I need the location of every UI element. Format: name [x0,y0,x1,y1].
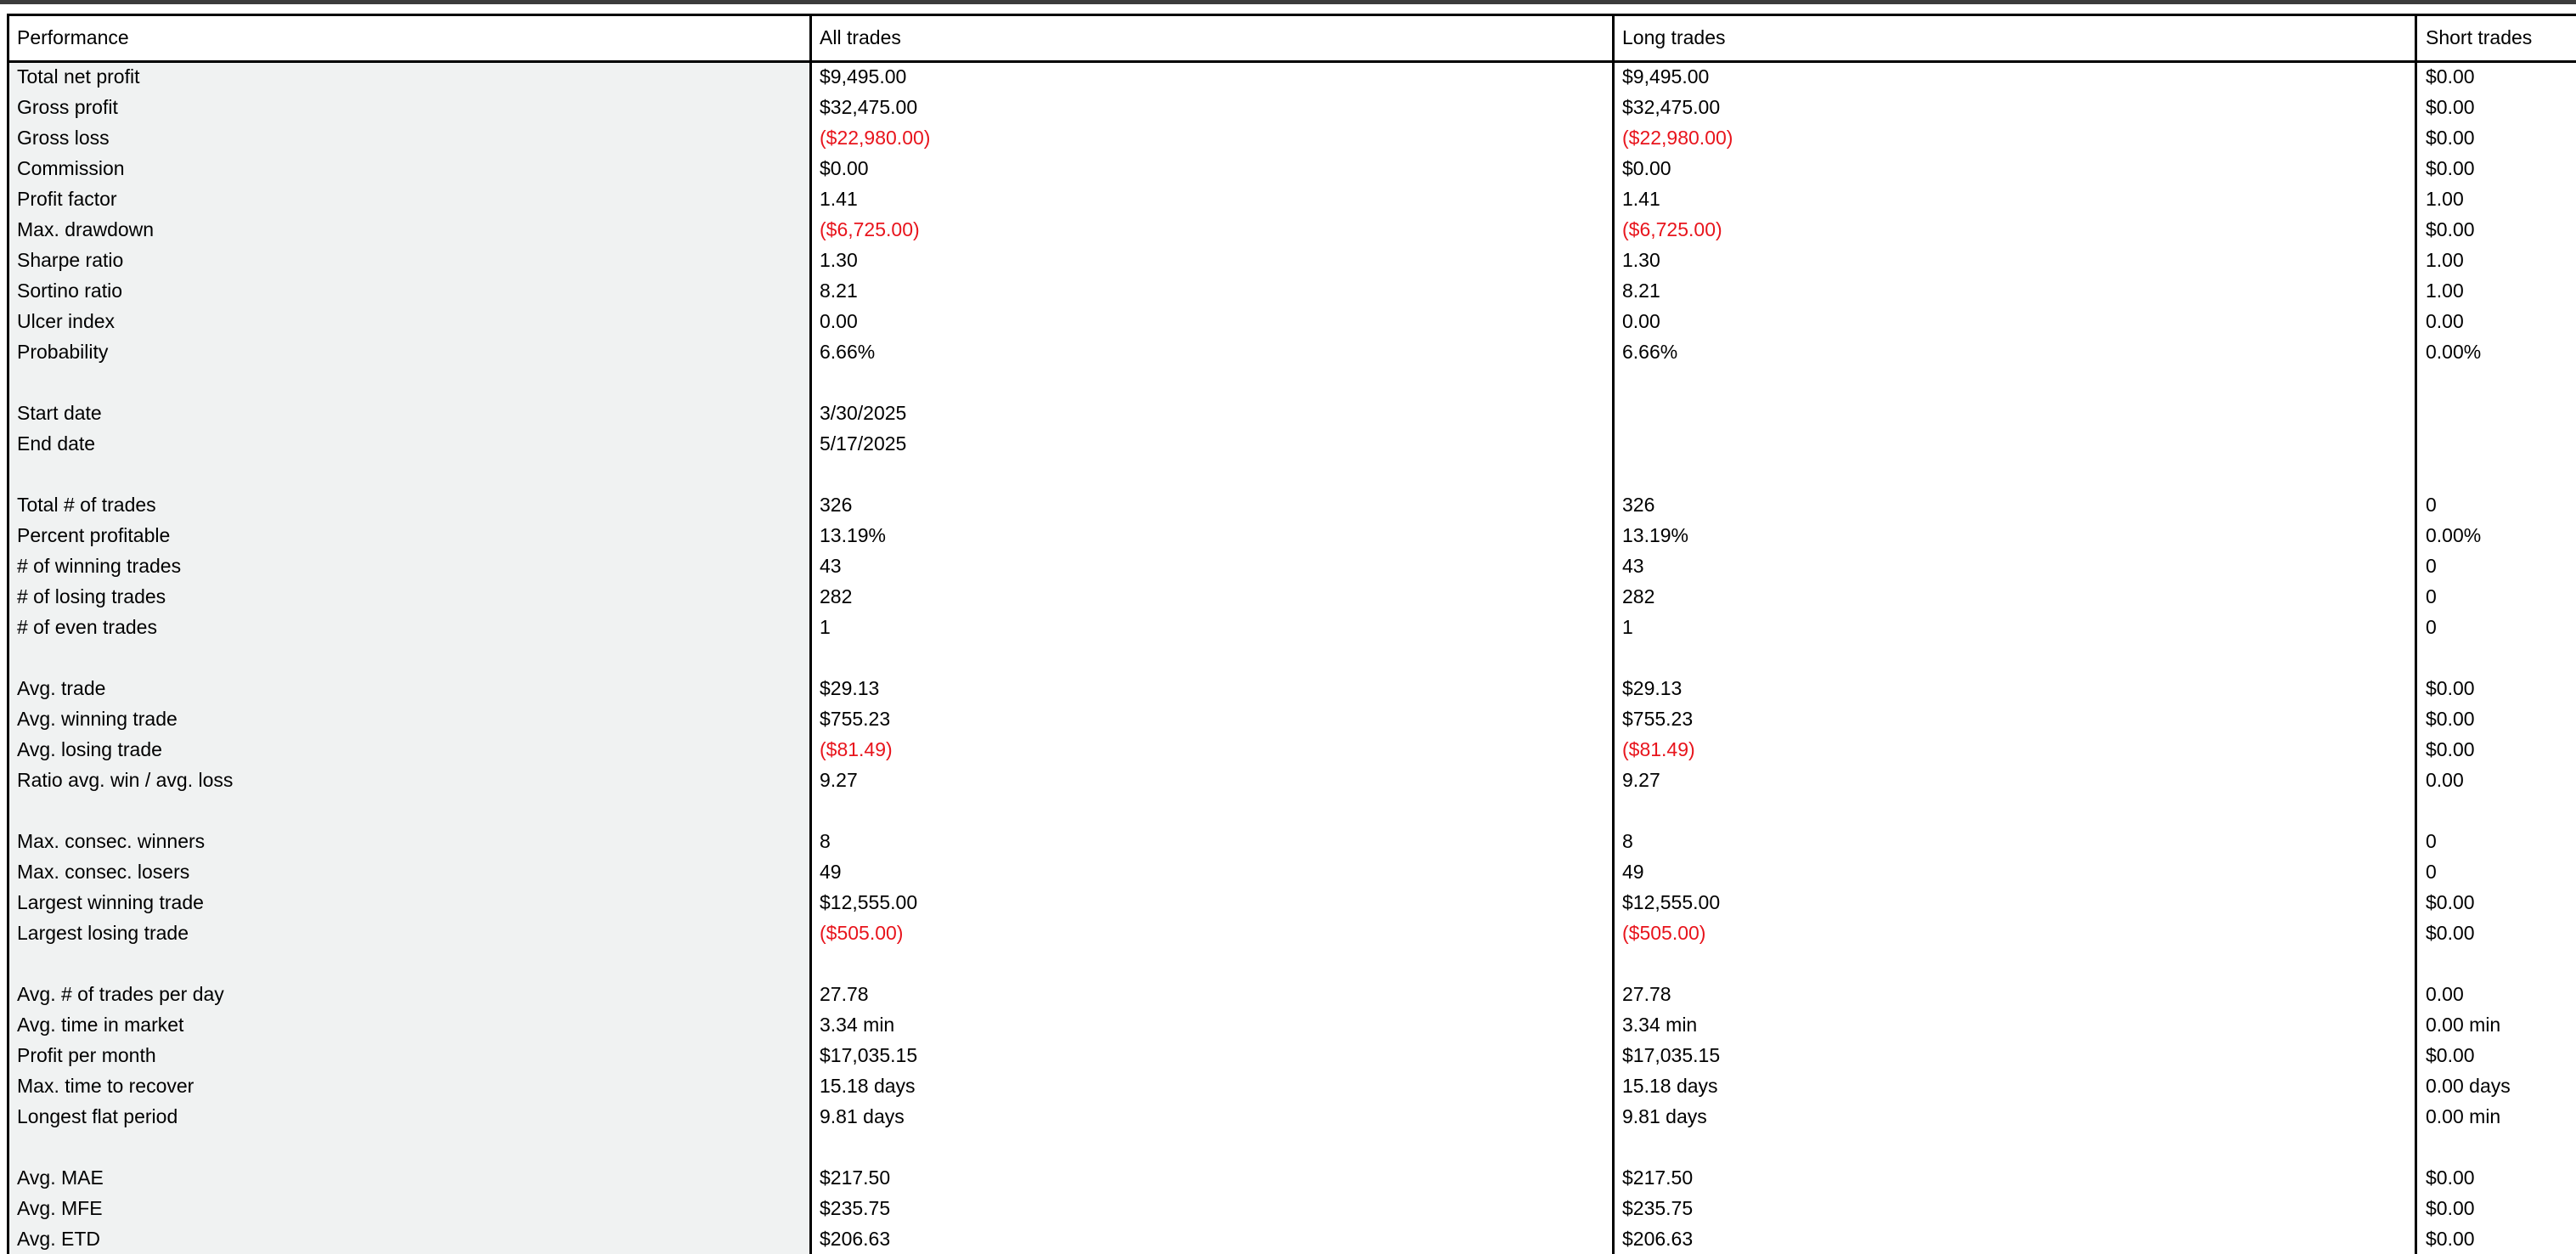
row-label: Largest losing trade [17,922,189,944]
long-trades-value: 1.41 [1622,188,1660,210]
row-label: Percent profitable [17,524,171,546]
table-row[interactable] [0,306,2576,336]
long-trades-value: $217.50 [1622,1166,1694,1189]
all-trades-value: 1 [820,616,831,638]
all-trades-value: 6.66% [820,341,876,363]
all-trades-value: ($505.00) [820,922,904,944]
long-trades-value: 8.21 [1622,280,1660,302]
short-trades-value: $0.00 [2426,218,2475,240]
table-row[interactable] [0,1101,2576,1132]
long-trades-value: 9.81 days [1622,1105,1707,1127]
table-row[interactable] [0,1193,2576,1223]
row-label: # of even trades [17,616,157,638]
short-trades-value: $0.00 [2426,922,2475,944]
table-row[interactable] [0,1070,2576,1101]
table-row[interactable] [0,703,2576,734]
all-trades-value: 49 [820,861,842,883]
table-row[interactable] [0,765,2576,795]
row-label: Max. consec. losers [17,861,190,883]
row-label: Profit factor [17,188,117,210]
section-spacer [0,367,2576,398]
short-trades-value: 0 [2426,616,2437,638]
row-label: Gross loss [17,127,110,149]
all-trades-value: 3.34 min [820,1014,895,1036]
table-row[interactable] [0,245,2576,275]
row-label: Commission [17,157,125,179]
all-trades-value: 13.19% [820,524,887,546]
row-label: Max. drawdown [17,218,155,240]
header-short-trades[interactable]: Short trades [2426,26,2533,48]
all-trades-value: 282 [820,585,853,607]
table-row[interactable] [0,61,2576,92]
row-label: Sortino ratio [17,280,123,302]
all-trades-value: 3/30/2025 [820,402,907,424]
all-trades-value: $17,035.15 [820,1044,918,1066]
long-trades-value: 13.19% [1622,524,1689,546]
all-trades-value: $32,475.00 [820,96,918,118]
all-trades-value: 326 [820,494,853,516]
short-trades-value: $0.00 [2426,96,2475,118]
header-performance[interactable]: Performance [17,26,129,48]
section-spacer [0,642,2576,673]
all-trades-value: 9.81 days [820,1105,905,1127]
short-trades-value: $0.00 [2426,1166,2475,1189]
table-row[interactable] [0,275,2576,306]
all-trades-value: $206.63 [820,1228,891,1250]
long-trades-value: 282 [1622,585,1655,607]
long-trades-value: $17,035.15 [1622,1044,1721,1066]
all-trades-value: 8 [820,830,831,852]
short-trades-value: 0.00 min [2426,1014,2501,1036]
short-trades-value: 1.00 [2426,280,2464,302]
long-trades-value [1622,398,2412,428]
long-trades-value: ($81.49) [1622,738,1695,760]
table-row[interactable] [0,398,2576,428]
short-trades-value: $0.00 [2426,891,2475,913]
short-trades-value [2426,398,2576,428]
long-trades-value: 49 [1622,861,1644,883]
short-trades-value: $0.00 [2426,1228,2475,1250]
row-label: Total net profit [17,65,140,88]
all-trades-value: 15.18 days [820,1075,916,1097]
table-header-row [0,14,2576,61]
long-trades-value: $0.00 [1622,157,1671,179]
table-row[interactable] [0,153,2576,184]
table-row[interactable] [0,520,2576,551]
table-row[interactable] [0,887,2576,918]
section-spacer [0,795,2576,826]
long-trades-value: 3.34 min [1622,1014,1698,1036]
long-trades-value: $755.23 [1622,708,1694,730]
long-trades-value: 27.78 [1622,983,1671,1005]
all-trades-value: 1.30 [820,249,858,271]
table-row[interactable] [0,1009,2576,1040]
row-label: Max. consec. winners [17,830,206,852]
row-label: Avg. winning trade [17,708,178,730]
table-row[interactable] [0,336,2576,367]
short-trades-value: $0.00 [2426,1197,2475,1219]
all-trades-value: ($22,980.00) [820,127,931,149]
all-trades-value: $12,555.00 [820,891,918,913]
all-trades-value: 8.21 [820,280,858,302]
short-trades-value: $0.00 [2426,65,2475,88]
table-row[interactable] [0,1040,2576,1070]
long-trades-value: $12,555.00 [1622,891,1721,913]
all-trades-value: 0.00 [820,310,858,332]
long-trades-value: 0.00 [1622,310,1660,332]
row-label: Max. time to recover [17,1075,194,1097]
row-label: # of winning trades [17,555,182,577]
table-row[interactable] [0,184,2576,214]
short-trades-value: 1.00 [2426,188,2464,210]
short-trades-value: 0 [2426,585,2437,607]
table-row[interactable] [0,673,2576,703]
all-trades-value: $9,495.00 [820,65,907,88]
table-row[interactable] [0,428,2576,459]
row-label: Probability [17,341,109,363]
table-row[interactable] [0,734,2576,765]
long-trades-value: $206.63 [1622,1228,1694,1250]
short-trades-value: 0 [2426,830,2437,852]
row-label: Largest winning trade [17,891,204,913]
long-trades-value: 8 [1622,830,1633,852]
short-trades-value [2426,428,2576,459]
short-trades-value: 0.00 min [2426,1105,2501,1127]
table-row[interactable] [0,551,2576,581]
long-trades-value: 1 [1622,616,1633,638]
section-spacer [0,459,2576,489]
long-trades-value: ($22,980.00) [1622,127,1733,149]
short-trades-value: 0 [2426,861,2437,883]
row-label: Ratio avg. win / avg. loss [17,769,234,791]
table-row[interactable] [0,918,2576,948]
long-trades-value: 326 [1622,494,1655,516]
all-trades-value: 43 [820,555,842,577]
row-label: Ulcer index [17,310,116,332]
short-trades-value: 0 [2426,555,2437,577]
header-long-trades[interactable]: Long trades [1622,26,1726,48]
row-label: Avg. losing trade [17,738,162,760]
long-trades-value: 9.27 [1622,769,1660,791]
row-label: Avg. # of trades per day [17,983,224,1005]
table-row[interactable] [0,1162,2576,1193]
short-trades-value: 0.00 days [2426,1075,2511,1097]
table-row[interactable] [0,122,2576,153]
long-trades-value [1622,428,2412,459]
row-label: End date [17,432,96,455]
table-row[interactable] [0,826,2576,856]
table-row[interactable] [0,92,2576,122]
table-row[interactable] [0,581,2576,612]
row-label: Avg. MFE [17,1197,103,1219]
all-trades-value: 27.78 [820,983,869,1005]
long-trades-value: ($505.00) [1622,922,1706,944]
row-label: Avg. ETD [17,1228,100,1250]
row-label: Gross profit [17,96,118,118]
short-trades-value: $0.00 [2426,157,2475,179]
all-trades-value: $0.00 [820,157,869,179]
row-label: Avg. trade [17,677,106,699]
short-trades-value: 0.00% [2426,524,2482,546]
short-trades-value: $0.00 [2426,677,2475,699]
all-trades-value: $217.50 [820,1166,891,1189]
section-spacer [0,948,2576,979]
all-trades-value: $235.75 [820,1197,891,1219]
all-trades-value: 1.41 [820,188,858,210]
long-trades-value: 6.66% [1622,341,1678,363]
short-trades-value: 0.00 [2426,983,2464,1005]
short-trades-value: $0.00 [2426,1044,2475,1066]
short-trades-value: $0.00 [2426,127,2475,149]
long-trades-value: 43 [1622,555,1644,577]
all-trades-value: ($6,725.00) [820,218,920,240]
row-label: Sharpe ratio [17,249,124,271]
row-label: Avg. MAE [17,1166,104,1189]
row-label: Start date [17,402,102,424]
section-spacer [0,1132,2576,1162]
table-body [0,61,2576,1254]
long-trades-value: 1.30 [1622,249,1660,271]
long-trades-value: $32,475.00 [1622,96,1721,118]
short-trades-value: $0.00 [2426,738,2475,760]
short-trades-value: $0.00 [2426,708,2475,730]
all-trades-value: 9.27 [820,769,858,791]
long-trades-value: ($6,725.00) [1622,218,1722,240]
all-trades-value: $29.13 [820,677,880,699]
row-label: Profit per month [17,1044,156,1066]
table-row[interactable] [0,214,2576,245]
short-trades-value: 0.00 [2426,310,2464,332]
long-trades-value: $9,495.00 [1622,65,1710,88]
row-label: Avg. time in market [17,1014,184,1036]
all-trades-value: $755.23 [820,708,891,730]
short-trades-value: 0 [2426,494,2437,516]
table-row[interactable] [0,489,2576,520]
short-trades-value: 1.00 [2426,249,2464,271]
long-trades-value: $235.75 [1622,1197,1694,1219]
table-row[interactable] [0,979,2576,1009]
short-trades-value: 0.00% [2426,341,2482,363]
row-label: Total # of trades [17,494,156,516]
all-trades-value: 5/17/2025 [820,432,907,455]
all-trades-value: ($81.49) [820,738,893,760]
row-label: Longest flat period [17,1105,178,1127]
short-trades-value: 0.00 [2426,769,2464,791]
long-trades-value: $29.13 [1622,677,1683,699]
row-label: # of losing trades [17,585,166,607]
table-row[interactable] [0,856,2576,887]
long-trades-value: 15.18 days [1622,1075,1718,1097]
table-row[interactable] [0,612,2576,642]
table-row[interactable] [0,1223,2576,1254]
header-all-trades[interactable]: All trades [820,26,901,48]
